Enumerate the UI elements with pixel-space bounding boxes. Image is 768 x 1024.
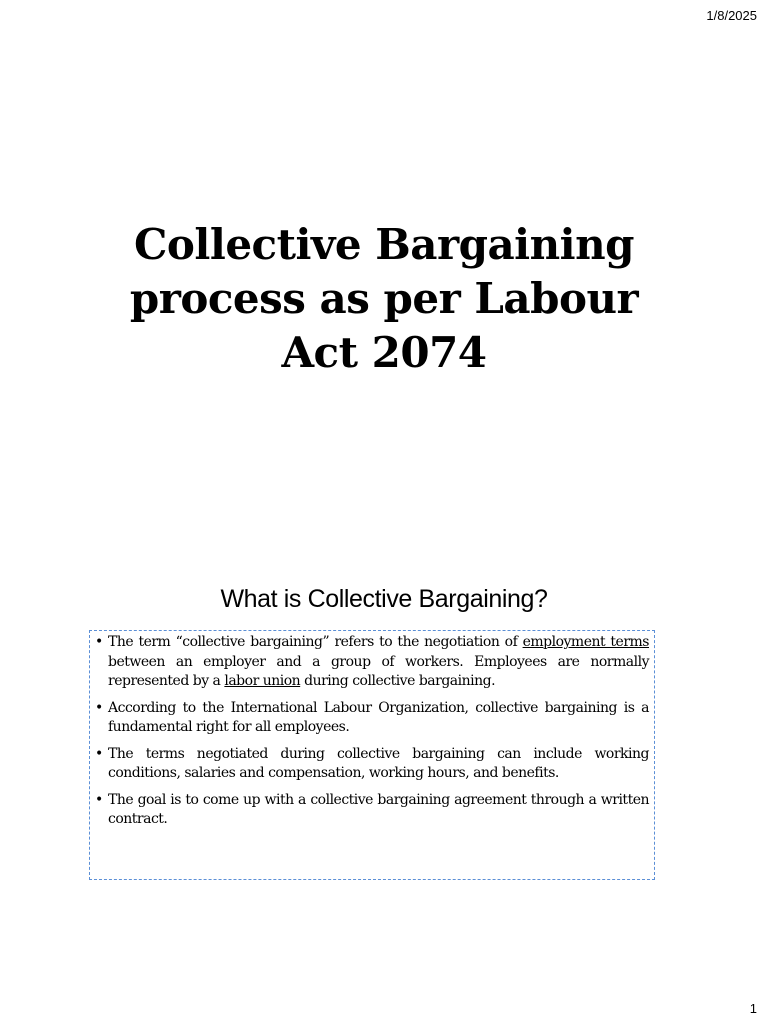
bullet-item — [95, 791, 649, 830]
labor-union-link[interactable]: labor union — [224, 673, 301, 689]
page-number: 1 — [749, 1001, 757, 1016]
bullet-text: The goal is to come up with a collective bargaining agreement through a written contract. — [108, 791, 649, 827]
print-date: 1/8/2025 — [706, 8, 757, 23]
bullet-marker: • — [95, 745, 103, 762]
bullet-item — [95, 745, 649, 784]
bullet-marker: • — [95, 791, 103, 808]
bullet-text: According to the International Labour Organization, collective bargaining is a fundamental right for all employees. — [108, 699, 649, 735]
bullet-marker: • — [95, 699, 103, 716]
slide-title-line: Collective Bargaining — [133, 220, 635, 269]
slide-title-line: Act 2074 — [281, 328, 487, 377]
slide-title — [84, 218, 684, 380]
bullet-text-box — [89, 630, 655, 880]
bullet-list — [90, 631, 654, 830]
bullet-text: between an employer and a group of workers. Employees are normally represented by a — [108, 653, 649, 689]
slide-title-line: process as per Labour — [129, 274, 639, 323]
bullet-text: The term “collective bargaining” refers to the negotiation of — [108, 634, 523, 650]
bullet-text: The terms negotiated during collective bargaining can include working conditions, salaries and compensation, working hours, and benefits. — [108, 745, 649, 781]
bullet-item — [95, 699, 649, 738]
bullet-item — [95, 633, 649, 692]
employment-terms-link[interactable]: employment terms — [522, 634, 649, 650]
bullet-marker: • — [95, 634, 103, 650]
slide-heading: What is Collective Bargaining? — [220, 585, 548, 613]
bullet-text: during collective bargaining. — [300, 673, 496, 689]
